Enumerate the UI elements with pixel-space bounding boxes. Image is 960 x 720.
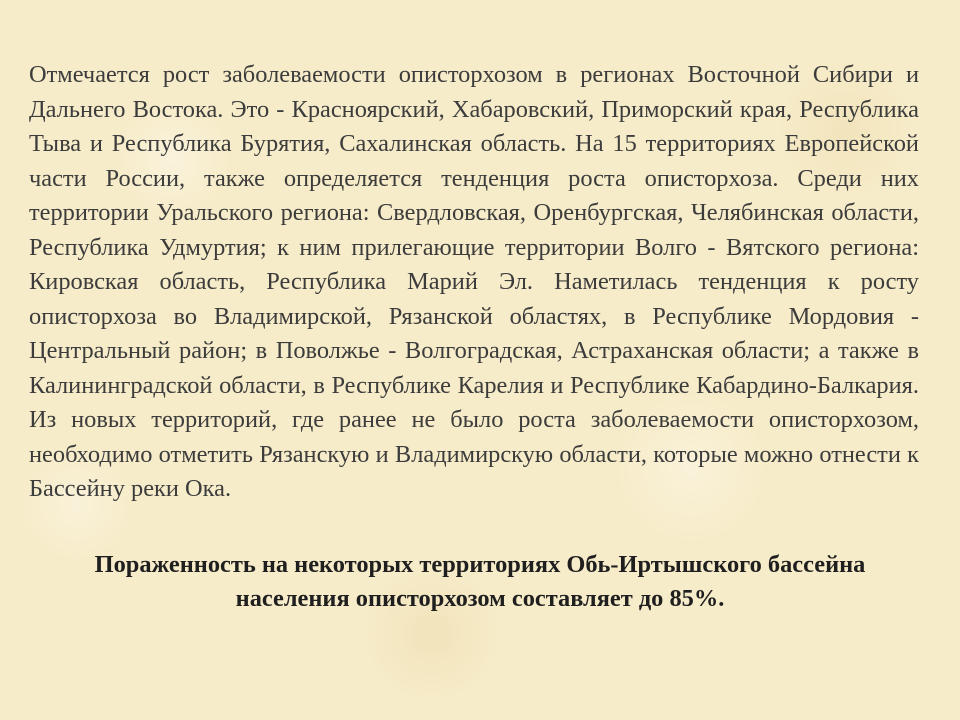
body-paragraph: Отмечается рост заболеваемости описторхозом в регионах Восточной Сибири и Дальнего Востока. Это - Красноярский, Хабаровский, Приморский края, Республика Тыва и Республика Бурятия, Сахалинская область. На 15 территориях Европейской части России, также определяется тенденция роста описторхоза. Среди них территории Уральского региона: Свердловская, Оренбургская, Челябинская области, Республика Удмуртия; к ним прилегающие территории Волго - Вятского региона: Кировская область, Республика Марий Эл. Наметилась тенденция к росту описторхоза во Владимирской, Рязанской областях, в Республике Мордовия - Центральный район; в Поволжье - Волгоградская, Астраханская области; а также в Калининградской области, в Республике Карелия и Республике Кабардино-Балкария. Из новых территорий, где ранее не было роста заболеваемости описторхозом, необходимо отметить Рязанскую и Владимирскую области, которые можно отнести к Бассейну реки Ока. bbox=[29, 61, 919, 502]
highlight-statement: Пораженность на некоторых территориях Обь-Иртышского бассейна населения описторхозом составляет до 85%. bbox=[94, 551, 866, 612]
